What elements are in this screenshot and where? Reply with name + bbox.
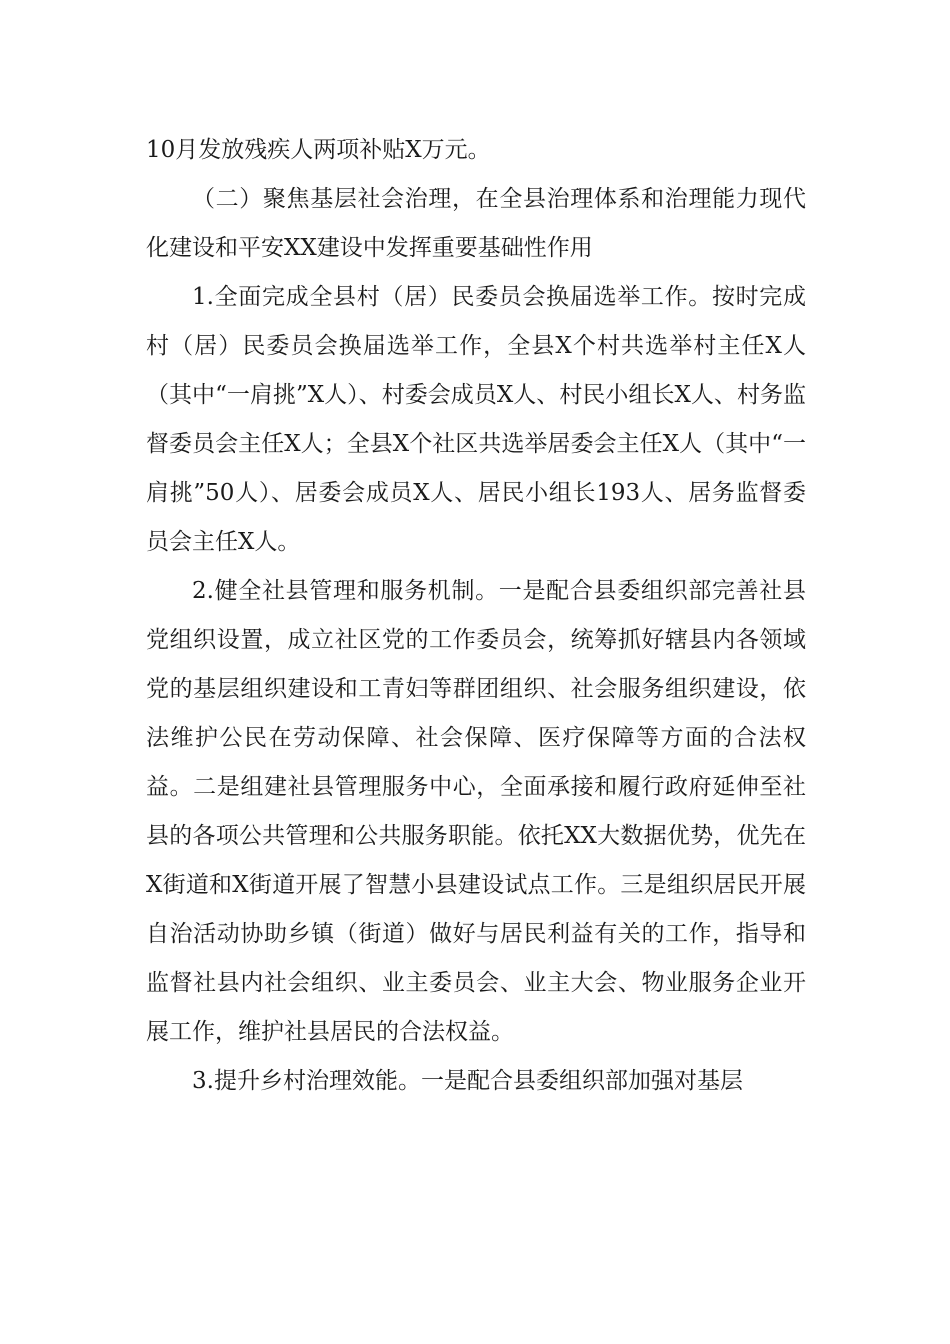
document-body — [146, 126, 806, 1106]
section-heading: （二）聚焦基层社会治理，在全县治理体系和治理能力现代化建设和平安XX建设中发挥重要基础性作用 — [146, 186, 806, 261]
paragraph-continuation: 10月发放残疾人两项补贴X万元。 — [146, 137, 491, 163]
paragraph-item-2: 2.健全社县管理和服务机制。一是配合县委组织部完善社县党组织设置，成立社区党的工作委员会，统筹抓好辖县内各领域党的基层组织建设和工青妇等群团组织、社会服务组织建设，依法维护公民在劳动保障、社会保障、医疗保障等方面的合法权益。二是组建社县管理服务中心，全面承接和履行政府延伸至社县的各项公共管理和公共服务职能。依托XX大数据优势，优先在X街道和X街道开展了智慧小县建设试点工作。三是组织居民开展自治活动协助乡镇（街道）做好与居民利益有关的工作，指导和监督社县内社会组织、业主委员会、业主大会、物业服务企业开展工作，维护社县居民的合法权益。 — [146, 578, 806, 1045]
paragraph-item-1: 1.全面完成全县村（居）民委员会换届选举工作。按时完成村（居）民委员会换届选举工作，全县X个村共选举村主任X人（其中“一肩挑”X人）、村委会成员X人、村民小组长X人、村务监督委员会主任X人；全县X个社区共选举居委会主任X人（其中“一肩挑”50人）、居委会成员X人、居民小组长193人、居务监督委员会主任X人。 — [146, 284, 806, 555]
paragraph-item-3: 3.提升乡村治理效能。一是配合县委组织部加强对基层 — [192, 1068, 743, 1094]
